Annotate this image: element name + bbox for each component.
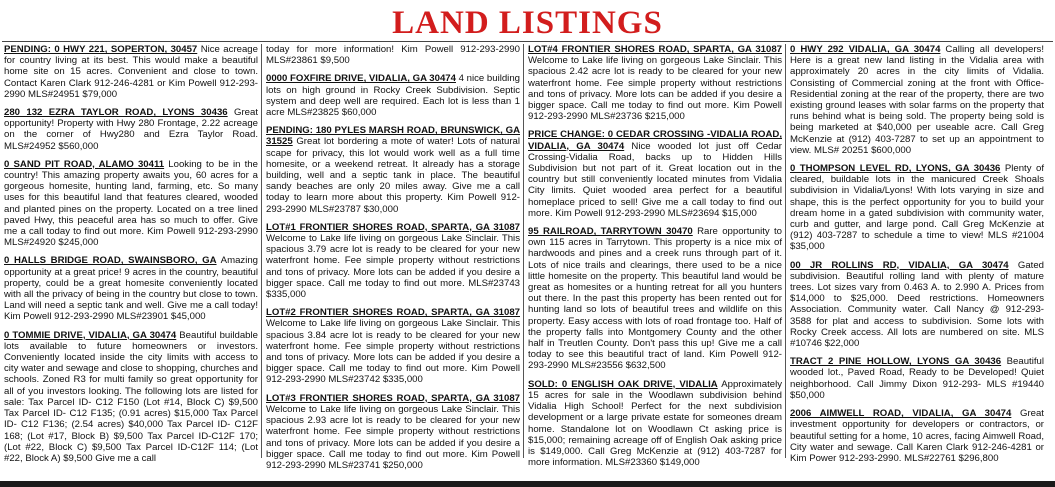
listing-title: LOT#3 FRONTIER SHORES ROAD, SPARTA, GA 31087 (266, 392, 520, 404)
listing-body: Rare opportunity to own 115 acres in Tarrytown. This property is a nice mix of hardwoods and pines and a creek runs through part of it. Lots of nice trails and clearings, there used to be a nice little homesite on the property. This beautiful land would be great as homesites or a hunting retreat for all you hunters out there. In the past this property has been rented out for hunting land so lots of beautiful trees and wildlife on this property. Easy access with lots of road frontage too. Half of the property falls into Montgomery County and the other half in Treutlen County. Don't pass this up! Give me a call today to see this beautiful tract of land. Kim Powell 912-293-2990 MLS#23556 $632,500 (528, 226, 783, 372)
listing-title: 00 JR ROLLINS RD, VIDALIA, GA 30474 (790, 259, 1009, 271)
listing-title: 0 TOMMIE DRIVE, VIDALIA, GA 30474 (4, 329, 177, 341)
listings-column (266, 44, 520, 478)
listing-title: 280 132 EZRA TAYLOR ROAD, LYONS 30436 (4, 107, 228, 119)
listing-title: LOT#1 FRONTIER SHORES ROAD, SPARTA, GA 31087 (266, 221, 520, 233)
listing-body: Calling all developers! Here is a great new land listing in the Vidalia area with approximately 20 acres in the city limits of Vidalia. Consisting of Commercial zoning at the front with Office-Residential zoning at the rear of the property, there are two existing ground leases with solar farms on the property that runs behind what is being sold. The property being sold is being marketed at $40,000 per useable acre. Call Greg McKenzie at (912) 403-7287 to set up an appointment to view. MLS# 20251 $600,000 (790, 44, 1044, 156)
listing-body: Gated subdivision. Beautiful rolling land with plenty of mature trees. Lot sizes vary from 0.463 A. to 2.990 A. Prices from $14,000 to $25,000. Deed restrictions. Homeowners Association. Community water. Call Nancy @ 912-293-3588 for plat and access to subdivision. Some lots with Rocky Creek access. All lots are numbered on site. MLS #10746 $22,000 (790, 259, 1044, 350)
listing-body: 4 nice building lots on high ground in Rocky Creek Subdivision. Septic system and deep well are required. Each lot is less than 1 acre MLS#23825 $60,000 (266, 73, 520, 119)
title-rule (2, 41, 1053, 42)
listing (266, 222, 520, 300)
listing-title: SOLD: 0 ENGLISH OAK DRIVE, VIDALIA (528, 378, 718, 390)
listing-body: Plenty of cleared, buildable lots in the manicured Creek Shoals subdivision in Vidalia/Lyons! With lots varying in size and shape, this is the perfect opportunity for you to build your dream home in a gated subdivision with community water, curb and gutter, and large pond. Call Greg McKenzie at (912) 403-7287 to schedule a time to view! MLS #21004 $35,000 (790, 163, 1044, 253)
listings-column (528, 44, 782, 475)
listing (4, 330, 258, 464)
listing-title: 0 HALLS BRIDGE ROAD, SWAINSBORO, GA (4, 255, 217, 267)
column-divider (261, 44, 262, 458)
listing (790, 44, 1044, 156)
listing-title: 0 SAND PIT ROAD, ALAMO 30411 (4, 158, 165, 170)
listing (266, 393, 520, 471)
listing-title: PENDING: 0 HWY 221, SOPERTON, 30457 (4, 44, 198, 55)
listing-title: PRICE CHANGE: 0 CEDAR CROSSING -VIDALIA ROAD, VIDALIA, GA 30474 (528, 129, 782, 152)
listing-body: Beautiful buildable lots available to future homeowners or investors. Conveniently located inside the city limits with access to city water and sewage and close to shopping, churches and schools. Zoned R3 for multi family so great opportunity for all of you investors looking. The following lots are listed for sale: Tax Parcel ID- C12 F150 (Lot #14, Block C) $9,500 Tax Parcel ID- C12 F135; (0.91 acres) $15,000 Tax Parcel ID- C12 F136; (2.54 acres) $40,000 Tax Parcel ID- C12F 168; (Lot #17, Block B) $9,500 Tax Parcel ID-C12F 170; (Lot #22, Block C) $9,500 Tax Parcel ID-C12F 114; (Lot #22, Block A) $9,500 Give me a call (4, 329, 258, 464)
listing-body: Approximately 15 acres for sale in the Woodlawn subdivision behind Vidalia High School! Perfect for the next subdivision development or a large private estate for someones dream home. Standalone lot on Woodlawn Ct asking price is $15,000; remaining acreage off of English Oak asking price is $149,000. Call Greg McKenzie at (912) 403-7287 for more information. MLS#23360 $149,000 (528, 378, 782, 469)
listing (266, 44, 520, 66)
listing-body: Nice acreage for country living at its best. This would make a beautiful home site on 15 acres. Convenient and close to town. Contact Karen Clark 912-246-4281 or Kim Powell 912-293-2990 MLS#24951 $79,000 (4, 44, 258, 100)
listing-title: 0000 FOXFIRE DRIVE, VIDALIA, GA 30474 (266, 73, 456, 85)
listing (266, 125, 520, 215)
page-title: LAND LISTINGS (392, 5, 663, 41)
listing-body: Welcome to Lake life living on gorgeous Lake Sinclair. This spacious 3.84 acre lot is ready to be cleared for your new waterfront home. Fee simple property without restrictions and tons of privacy. More lots can be added if you desire a bigger space. Call me today to find out more. Kim Powell 912-293-2990 MLS#23742 $335,000 (266, 318, 520, 386)
listing-title: 0 HWY 292 VIDALIA, GA 30474 (790, 44, 941, 55)
listing (4, 255, 258, 322)
listing (4, 159, 258, 249)
listing-title: 95 RAILROAD, TARRYTOWN 30470 (528, 226, 693, 238)
listing-title: TRACT 2 PINE HOLLOW, LYONS GA 30436 (790, 356, 1002, 368)
listing-body: Great lot bordering a mote of water! Lots of natural scape for privacy, this lot would work well as a full time homesite, or a weekend retreat. It already has a storage building, well and a septic tank in place. The beautiful sandy beaches are only 20 miles away. Give me a call today to learn more about this property. Kim Powell 912-293-2990 MLS#23787 $30,000 (266, 136, 520, 215)
listing (790, 408, 1044, 464)
bottom-bar (0, 481, 1055, 487)
listing-body: today for more information! Kim Powell 912-293-2990 MLS#23861 $9,500 (266, 44, 520, 67)
listing-body: Amazing opportunity at a great price! 9 acres in the country, beautiful property, could be a great homesite conveniently located with all the privacy of being in the country but close to town. Land will need a septic tank and well. Give me a call today! Kim Powell 912-293-2990 MLS#23901 $45,000 (4, 255, 259, 323)
listing (4, 44, 258, 100)
listing-body: Great opportunity! Property with Hwy 280 Frontage, 2.22 acreage on the corner of Hwy280 and Ezra Taylor Road. MLS#24952 $560,000 (4, 107, 258, 152)
listing (528, 44, 782, 122)
listing (266, 307, 520, 385)
listing-title: LOT#2 FRONTIER SHORES ROAD, SPARTA, GA 31087 (266, 307, 520, 319)
listing-body: Nice wooded lot just off Cedar Crossing-Vidalia Road, backs up to Hidden Hills Subdivision but not part of it. Great location out in the country but still conveniently located minutes from Vidalia City limits. Quiet wooded area perfect for a beautiful homeplace priced to sell! Give me a call today to find out more. Kim Powell 912-293-2990 MLS#23694 $15,000 (528, 140, 782, 219)
listings-column (4, 44, 258, 471)
listing-body: Welcome to Lake life living on gorgeous Lake Sinclair. This spacious 3.79 acre lot is ready to be cleared for your new waterfront home. Fee simple property without restrictions and tons of privacy. More lots can be added if you desire a bigger space. Call me today to find out more. MLS#23743 $335,000 (266, 233, 520, 301)
listing-title: PENDING: 180 PYLES MARSH ROAD, BRUNSWICK, GA 31525 (266, 125, 520, 148)
listing (790, 356, 1044, 401)
listing-title: 2006 AIMWELL ROAD, VIDALIA, GA 30474 (790, 408, 1012, 420)
column-divider (785, 44, 786, 458)
listing-body: Looking to be in the country! This amazing property awaits you, 60 acres for a gorgeous homesite, hunting land, farming, etc. So many uses for this beautiful land that features cleared, wooded and planted pines on the property. Located on a tree lined paved Hwy, this peaceful area has so much to offer. Give me a call today to find out more. Kim Powell 912-293-2990 MLS#24920 $245,000 (4, 158, 258, 249)
listing-body: Welcome to Lake life living on gorgeous Lake Sinclair. This spacious 2.42 acre lot is ready to be cleared for your new waterfront home. Fee simple property without restrictions and tons of privacy. More lots can be added if you desire a bigger space. Call me today to find out more. Kim Powell 912-293-2990 MLS#23736 $215,000 (528, 55, 782, 123)
listing-title: LOT#4 FRONTIER SHORES ROAD, SPARTA, GA 31087 (528, 44, 782, 55)
listing-body: Beautiful wooded lot., Paved Road, Ready to be Developed! Quiet neighborhood. Call Jimmy Dixon 912-293- MLS #19440 $50,000 (790, 356, 1044, 401)
listings-column (790, 44, 1044, 471)
listing (528, 129, 782, 219)
column-divider (523, 44, 524, 458)
listing (790, 163, 1044, 253)
listing (528, 226, 782, 372)
listing (790, 260, 1044, 350)
listing (266, 73, 520, 118)
listing-title: 0 THOMPSON LEVEL RD, LYONS, GA 30436 (790, 163, 1001, 175)
listing-body: Welcome to Lake life living on gorgeous Lake Sinclair. This spacious 2.93 acre lot is ready to be cleared for your new waterfront home. Fee simple property without restrictions and tons of privacy. More lots can be added if you desire a bigger space. Call me today to find out more. Kim Powell 912-293-2990 MLS#23741 $250,000 (266, 403, 520, 471)
listing (528, 379, 782, 469)
listing-body: Great investment opportunity for developers or contractors, or beautiful setting for a home, 10 acres, facing Aimwell Road, City water and sewage. Call Karen Clark 912-246-4281 or Kim Power 912-293-2990. MLS#22761 $296,800 (790, 408, 1044, 464)
listing (4, 107, 258, 152)
